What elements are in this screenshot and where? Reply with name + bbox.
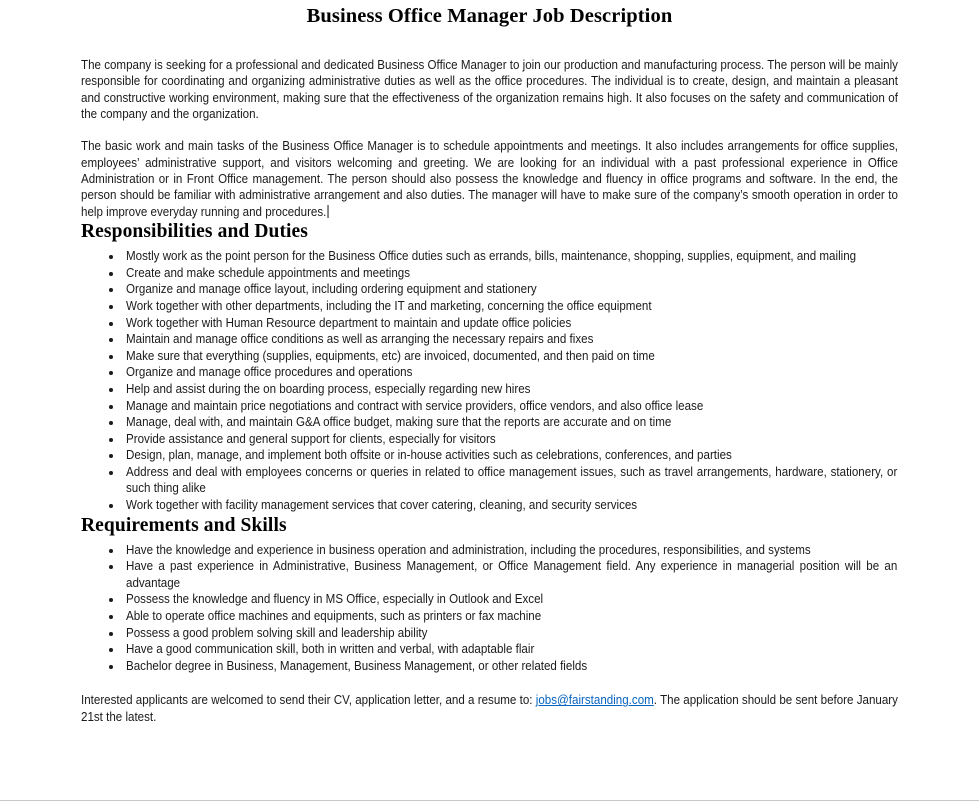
list-item-text: Manage and maintain price negotiations and contract with service providers, office vendors, and also office lease xyxy=(126,398,704,413)
document-body xyxy=(81,0,898,725)
list-item xyxy=(81,625,898,642)
intro-paragraph-1: The company is seeking for a professional and dedicated Business Office Manager to join our production and manufacturing process. The person will be mainly responsible for coordinating and organizing administrative duties as well as the office procedures. The individual is to create, design, and maintain a pleasant and constructive working environment, making sure that the effectiveness of the organization remains high. It also focuses on the safety and communication of the company and the organization. xyxy=(81,58,898,122)
page-title: Business Office Manager Job Description xyxy=(306,5,673,27)
list-item xyxy=(81,298,898,315)
list-item-text: Have the knowledge and experience in business operation and administration, including the procedures, responsibilities, and systems xyxy=(126,542,811,557)
list-item xyxy=(81,542,898,559)
list-item-text: Maintain and manage office conditions as well as arranging the necessary repairs and fixes xyxy=(126,332,594,347)
section-heading-requirements: Requirements and Skills xyxy=(81,514,287,536)
list-item-text: Manage, deal with, and maintain G&A office budget, making sure that the reports are accurate and on time xyxy=(126,415,672,430)
list-item xyxy=(81,281,898,298)
list-item xyxy=(81,447,898,464)
list-item-text: Provide assistance and general support for clients, especially for visitors xyxy=(126,431,496,446)
list-item-text: Bachelor degree in Business, Management, Business Management, or other related fields xyxy=(126,658,588,673)
list-item xyxy=(81,265,898,282)
list-item-text: Have a past experience in Administrative, Business Management, or Office Management field. Any experience in managerial position will be an advantage xyxy=(126,559,898,590)
list-item-text: Mostly work as the point person for the Business Office duties such as errands, bills, maintenance, shopping, supplies, equipment, and mailing xyxy=(126,249,857,264)
list-item xyxy=(81,608,898,625)
list-item-text: Address and deal with employees concerns or queries in related to office management issues, such as travel arrangements, hardware, stationery, or such thing alike xyxy=(126,464,898,496)
list-item-text: Work together with facility management services that cover catering, cleaning, and security services xyxy=(126,498,638,513)
list-item xyxy=(81,658,898,675)
list-item-text: Organize and manage office layout, including ordering equipment and stationery xyxy=(126,282,537,297)
list-item-text: Help and assist during the on boarding process, especially regarding new hires xyxy=(126,381,531,396)
list-item xyxy=(81,497,898,514)
list-item-text: Work together with Human Resource department to maintain and update office policies xyxy=(126,315,572,330)
intro-paragraph-2 xyxy=(81,138,898,220)
list-item xyxy=(81,431,898,448)
closing-paragraph xyxy=(81,692,898,725)
list-item xyxy=(81,315,898,332)
list-item-text: Able to operate office machines and equipments, such as printers or fax machine xyxy=(126,609,542,624)
list-item xyxy=(81,591,898,608)
text-caret xyxy=(327,205,328,218)
list-item-text: Work together with other departments, including the IT and marketing, concerning the office equipment xyxy=(126,298,652,313)
list-item xyxy=(81,464,898,497)
list-item xyxy=(81,381,898,398)
list-item xyxy=(81,331,898,348)
list-item xyxy=(81,364,898,381)
closing-text-before-link: Interested applicants are welcomed to send their CV, application letter, and a resume to: xyxy=(81,693,536,708)
list-item xyxy=(81,398,898,415)
list-item xyxy=(81,558,898,591)
list-item-text: Possess a good problem solving skill and leadership ability xyxy=(126,625,428,640)
section-heading-responsibilities: Responsibilities and Duties xyxy=(81,221,308,243)
list-item xyxy=(81,348,898,365)
list-item-text: Organize and manage office procedures and operations xyxy=(126,365,413,380)
list-item xyxy=(81,248,898,265)
list-item-text: Make sure that everything (supplies, equipments, etc) are invoiced, documented, and then paid on time xyxy=(126,348,655,363)
list-item-text: Have a good communication skill, both in written and verbal, with adaptable flair xyxy=(126,642,535,657)
list-item-text: Create and make schedule appointments and meetings xyxy=(126,265,411,280)
email-link[interactable]: jobs@fairstanding.com xyxy=(535,693,654,708)
list-item-text: Possess the knowledge and fluency in MS Office, especially in Outlook and Excel xyxy=(126,592,544,607)
list-item xyxy=(81,641,898,658)
list-item-text: Design, plan, manage, and implement both offsite or in-house activities such as celebrations, conferences, and parties xyxy=(126,448,732,463)
requirements-list xyxy=(81,542,898,675)
list-item xyxy=(81,414,898,431)
closing-text-after-link: . The application should be sent before January 21st the latest. xyxy=(81,693,898,724)
responsibilities-list xyxy=(81,248,898,514)
intro-paragraph-2-text: The basic work and main tasks of the Business Office Manager is to schedule appointments and meetings. It also includes arrangements for office supplies, employees’ administrative support, and visitors welcoming and greeting. We are looking for an individual with a past professional experience in Office Administration or in Front Office management. The person should also possess the knowledge and fluency in office programs and software. In the end, the person should be familiar with administrative arrangement and also duties. The manager will have to make sure of the company’s smooth operation in order to help improve everyday running and procedures. xyxy=(81,139,898,219)
